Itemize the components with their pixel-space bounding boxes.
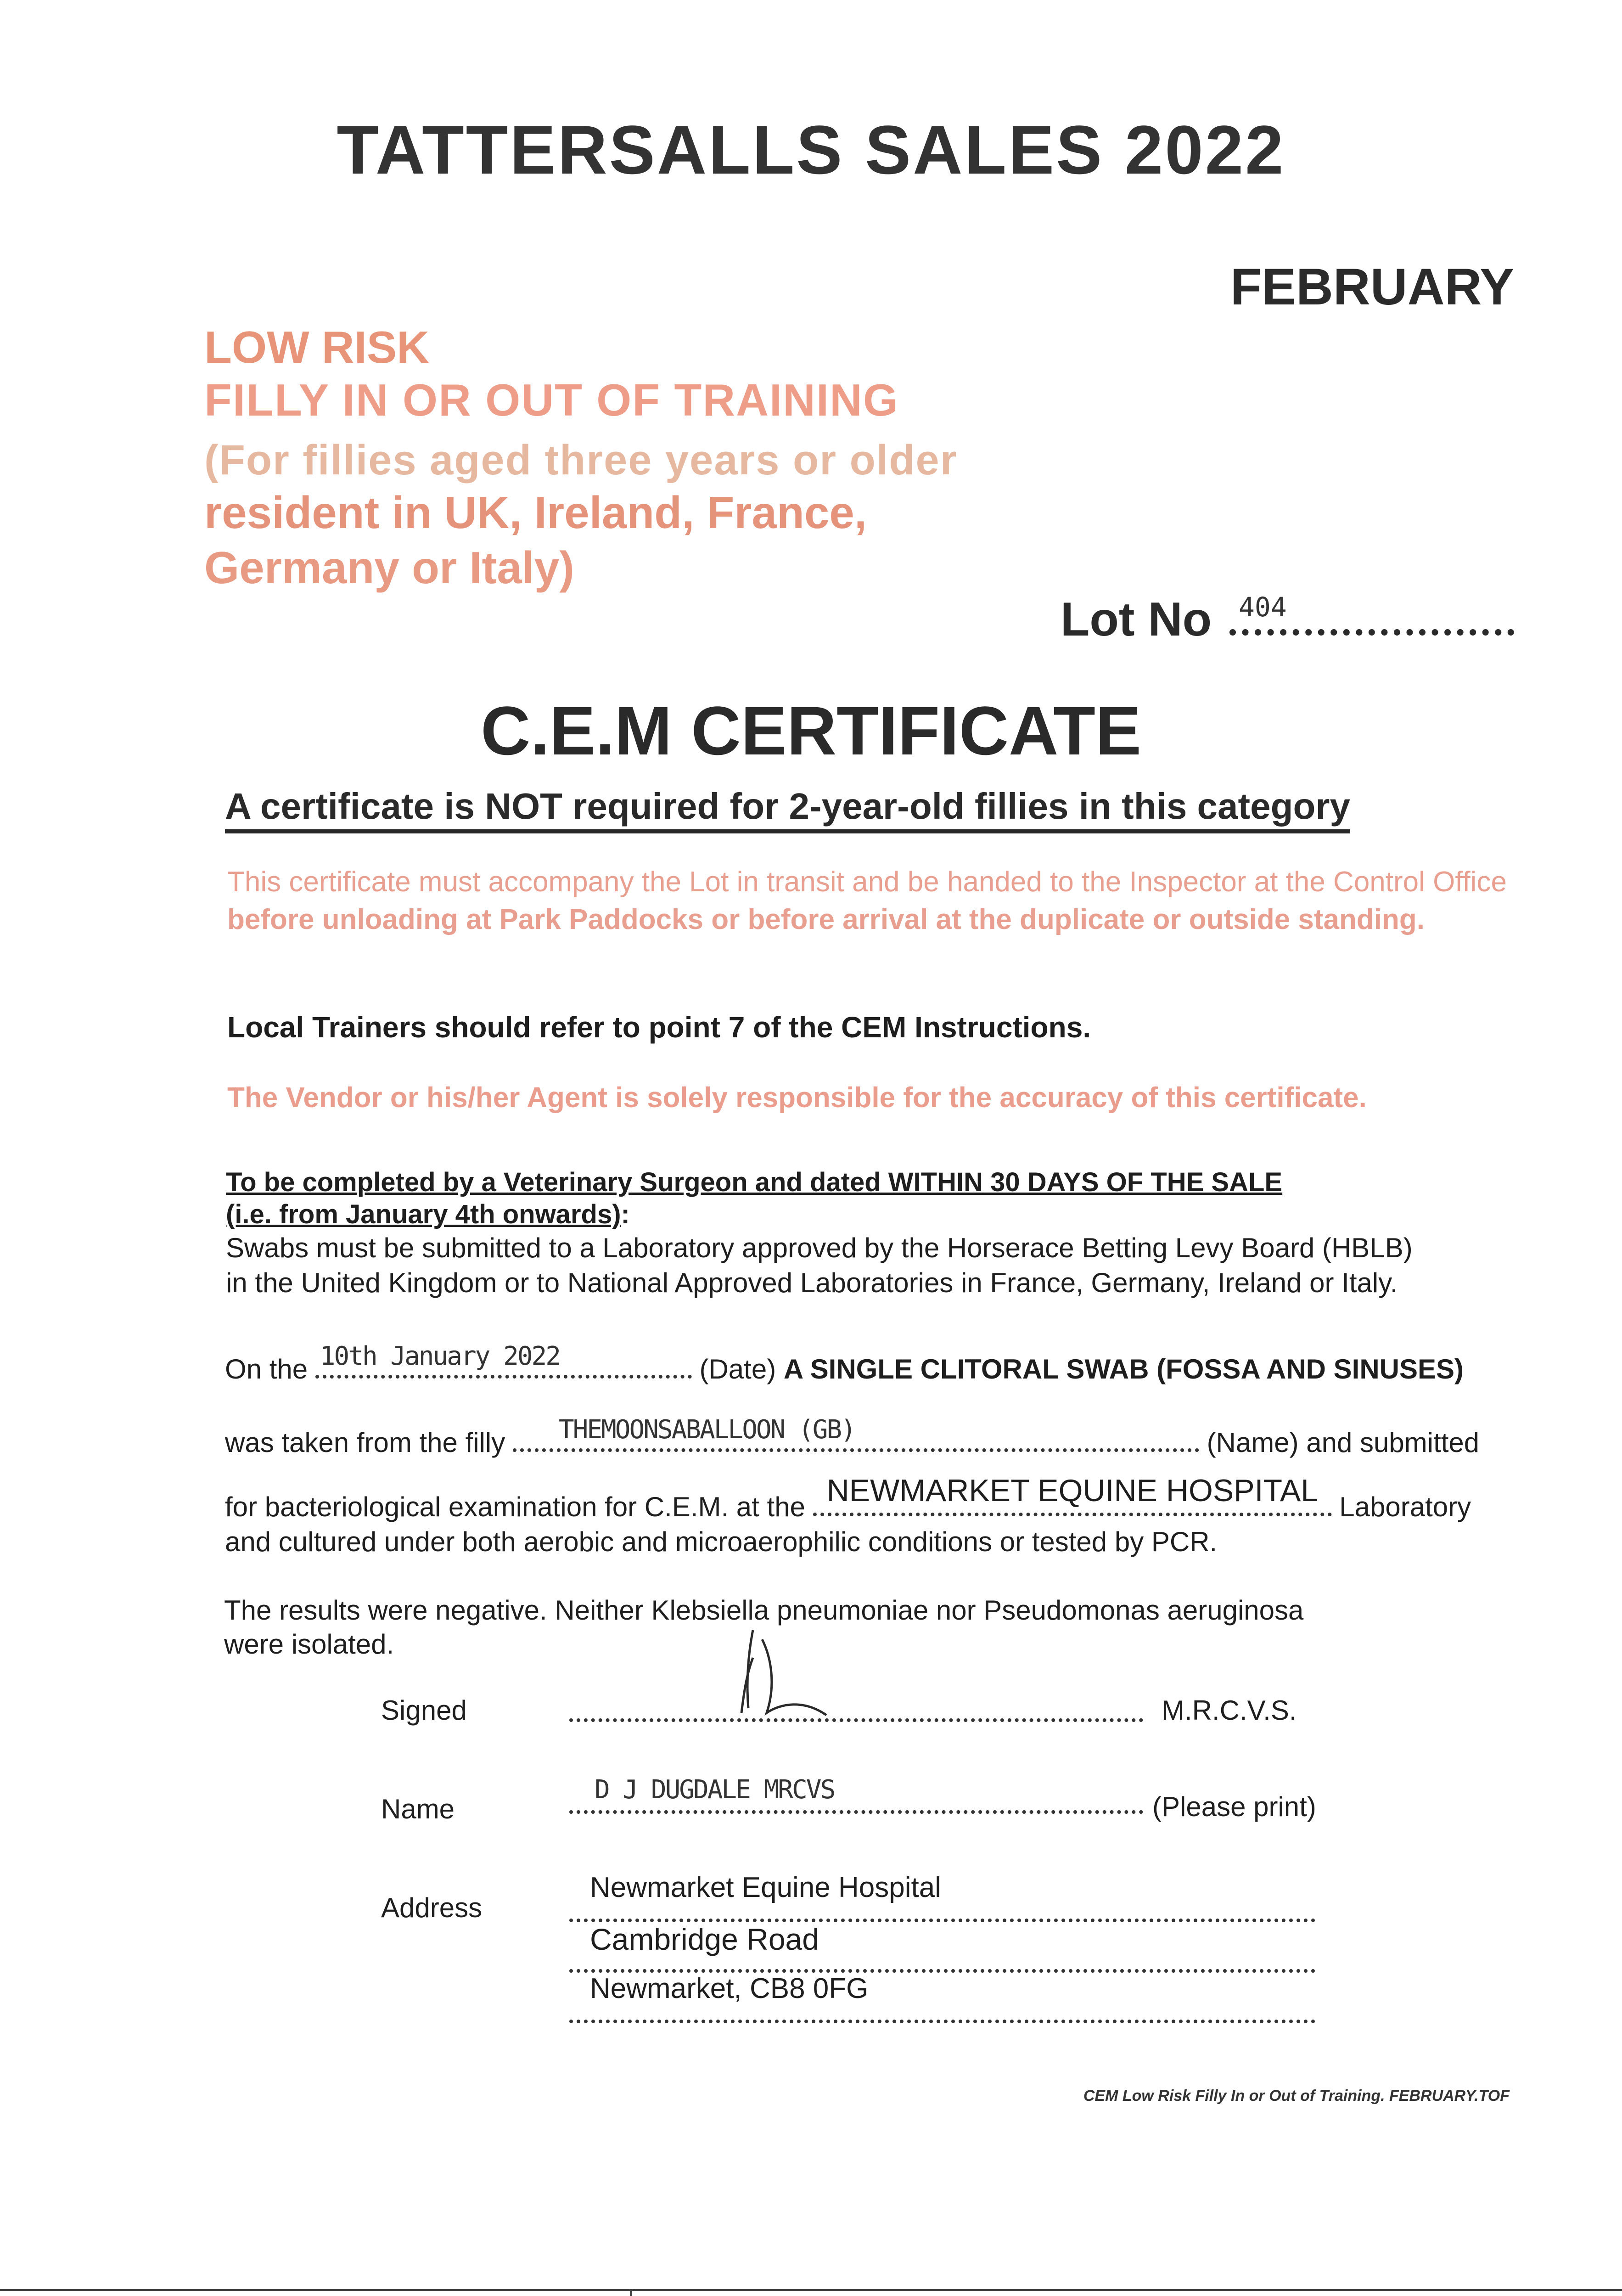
lot-label: Lot No (1060, 593, 1212, 646)
taken-from-label: was taken from the filly (225, 1427, 505, 1458)
swabs-line-1: Swabs must be submitted to a Laboratory approved by the Horserace Betting Levy Board (HBLB) (226, 1232, 1413, 1263)
complete-heading-colon: : (621, 1199, 630, 1229)
swab-date-row (225, 1341, 1464, 1385)
vet-name-field[interactable] (569, 1775, 1143, 1814)
accompany-bold-text: before unloading at Park Paddocks or before arrival at the duplicate or outside standing. (227, 904, 1425, 935)
swab-type-text: A SINGLE CLITORAL SWAB (FOSSA AND SINUSES) (783, 1354, 1464, 1384)
risk-category-line-3: (For fillies aged three years or older (204, 437, 958, 484)
sale-title: TATTERSALLS SALES 2022 (337, 111, 1285, 188)
signed-label: Signed (381, 1695, 467, 1726)
risk-category-line-1: LOW RISK (204, 322, 429, 372)
risk-category-line-2: FILLY IN OR OUT OF TRAINING (204, 375, 899, 425)
risk-category-line-4: resident in UK, Ireland, France, (204, 487, 867, 538)
results-line-1: The results were negative. Neither Klebsiella pneumoniae nor Pseudomonas aeruginosa (224, 1595, 1304, 1626)
complete-heading-line-2: (i.e. from January 4th onwards) (226, 1199, 621, 1229)
sale-month: FEBRUARY (1230, 258, 1514, 315)
accompany-instruction (227, 863, 1522, 939)
please-print-suffix: (Please print) (1152, 1791, 1316, 1822)
form-footer-reference: CEM Low Risk Filly In or Out of Training. FEBRUARY.TOF (1083, 2087, 1510, 2105)
lot-dotted-line[interactable] (1229, 591, 1514, 636)
filly-name-field[interactable] (513, 1415, 1199, 1452)
address-label: Address (381, 1892, 483, 1923)
address-line-2: Cambridge Road (590, 1922, 819, 1956)
address-line-1: Newmarket Equine Hospital (590, 1872, 942, 1903)
not-required-notice: A certificate is NOT required for 2-year-old fillies in this category (225, 785, 1350, 833)
bottom-rule (0, 2289, 1622, 2291)
risk-category-line-5: Germany or Italy) (204, 542, 575, 593)
lot-number-field (1061, 592, 1514, 647)
certificate-title: C.E.M CERTIFICATE (481, 692, 1141, 769)
filly-name-value: THEMOONSABALLOON (GB) (558, 1415, 855, 1445)
date-suffix: (Date) (699, 1354, 776, 1384)
laboratory-field[interactable] (813, 1473, 1332, 1516)
lot-value: 404 (1239, 591, 1287, 623)
signature-mark (702, 1626, 840, 1736)
swab-submission-note (226, 1231, 1413, 1300)
swabs-line-2: in the United Kingdom or to National Approved Laboratories in France, Germany, Ireland or Italy. (226, 1267, 1398, 1298)
complete-heading-line-1: To be completed by a Veterinary Surgeon and dated WITHIN 30 DAYS OF THE SALE (226, 1167, 1283, 1197)
local-trainers-note: Local Trainers should refer to point 7 of the CEM Instructions. (227, 1011, 1091, 1044)
address-line-3: Newmarket, CB8 0FG (590, 1973, 869, 2004)
filly-name-row (225, 1415, 1480, 1458)
veterinary-instruction-heading (226, 1166, 1282, 1231)
date-value: 10th January 2022 (320, 1341, 560, 1371)
signature-field[interactable] (569, 1694, 1143, 1722)
laboratory-row (225, 1473, 1471, 1559)
bottom-tick (630, 2289, 632, 2296)
name-suffix: (Name) and submitted (1207, 1427, 1480, 1458)
vet-name-value: D J DUGDALE MRCVS (595, 1775, 835, 1805)
laboratory-value: NEWMARKET EQUINE HOSPITAL (826, 1473, 1319, 1508)
vendor-responsibility-note: The Vendor or his/her Agent is solely responsible for the accuracy of this certificate. (227, 1082, 1367, 1114)
on-the-label: On the (225, 1354, 308, 1384)
bacteriological-label: for bacteriological examination for C.E.M. at the (225, 1491, 805, 1522)
mrcvs-suffix: M.R.C.V.S. (1162, 1695, 1297, 1726)
cultured-text: and cultured under both aerobic and microaerophilic conditions or tested by PCR. (225, 1526, 1218, 1557)
date-field[interactable] (315, 1341, 692, 1379)
laboratory-suffix: Laboratory (1339, 1491, 1471, 1522)
results-line-2: were isolated. (224, 1629, 394, 1660)
name-label: Name (381, 1794, 455, 1824)
accompany-text: This certificate must accompany the Lot in transit and be handed to the Inspector at the Control Office (227, 866, 1507, 898)
